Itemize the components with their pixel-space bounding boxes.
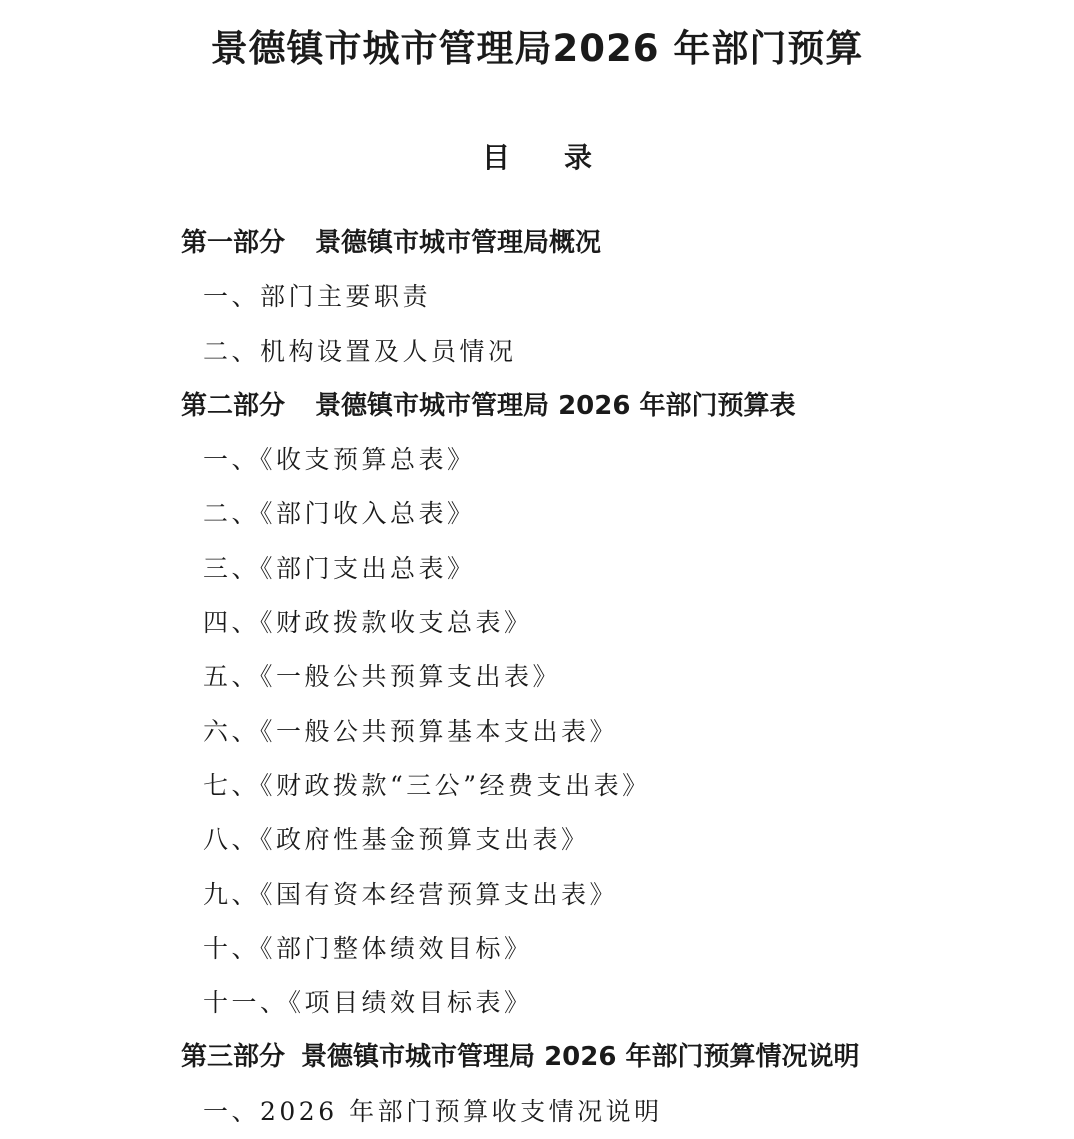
toc-item[interactable]: 七、《财政拨款“三公”经费支出表》 [203, 770, 651, 800]
toc-item[interactable]: 一、2026 年部门预算收支情况说明 [203, 1096, 663, 1126]
toc-item[interactable]: 十、《部门整体绩效目标》 [203, 933, 533, 963]
toc-part-2[interactable] [181, 379, 1041, 433]
toc-part-1[interactable] [181, 216, 1041, 270]
part-title: 景德镇市城市管理局 2026 年部门预算表 [315, 390, 796, 421]
toc-item[interactable]: 八、《政府性基金预算支出表》 [203, 825, 590, 855]
toc-item[interactable]: 六、《一般公共预算基本支出表》 [203, 716, 619, 746]
toc-item[interactable]: 一、部门主要职责 [203, 282, 432, 312]
toc-item[interactable]: 五、《一般公共预算支出表》 [203, 662, 562, 692]
toc-item[interactable]: 四、《财政拨款收支总表》 [203, 608, 533, 638]
toc-item[interactable]: 二、机构设置及人员情况 [203, 336, 517, 366]
document-title: 景德镇市城市管理局2026 年部门预算 [210, 27, 864, 70]
toc-part-3[interactable] [181, 1030, 1041, 1084]
part-label: 第一部分 [181, 228, 286, 258]
table-of-contents [181, 216, 1041, 1139]
toc-heading: 目录 [481, 141, 646, 174]
part-label: 第三部分 [181, 1042, 286, 1073]
toc-item[interactable]: 二、《部门收入总表》 [203, 499, 476, 529]
toc-item[interactable]: 十一、《项目绩效目标表》 [203, 988, 533, 1018]
toc-item[interactable]: 九、《国有资本经营预算支出表》 [203, 879, 619, 909]
part-title: 景德镇市城市管理局概况 [315, 228, 602, 258]
toc-item[interactable]: 三、《部门支出总表》 [203, 553, 476, 583]
part-title: 景德镇市城市管理局 2026 年部门预算情况说明 [301, 1042, 860, 1073]
toc-item[interactable]: 一、《收支预算总表》 [203, 445, 476, 475]
part-label: 第二部分 [181, 390, 286, 421]
